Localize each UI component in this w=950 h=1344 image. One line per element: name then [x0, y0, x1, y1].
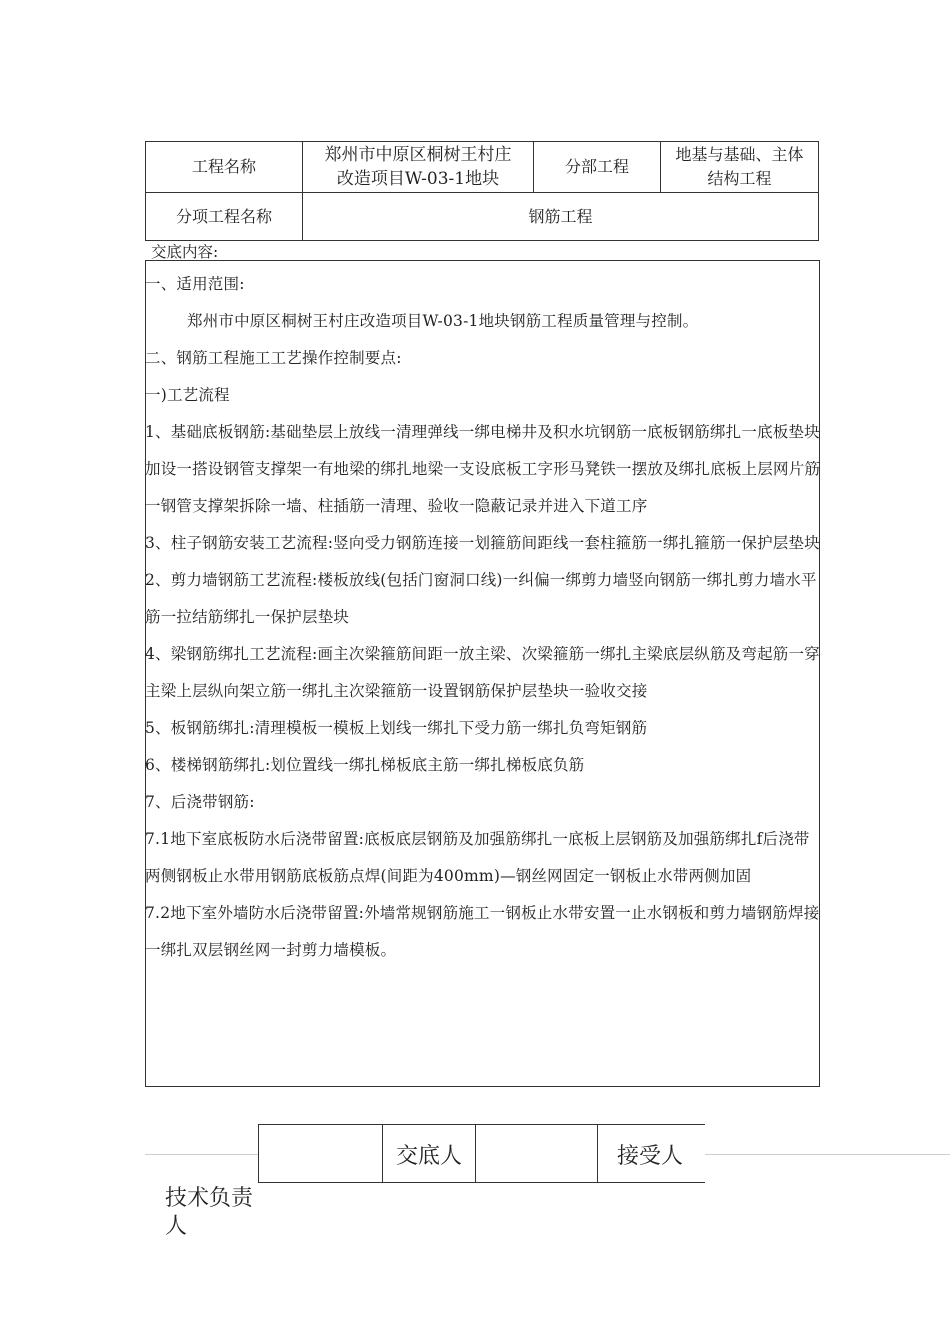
section-heading: 二、钢筋工程施工工艺操作控制要点: [145, 349, 402, 367]
process-item: 3、柱子钢筋安装工艺流程:竖向受力钢筋连接一划箍筋间距线一套柱箍筋一绑扎箍筋一保护层垫块 [145, 534, 820, 552]
subitem-value: 钢筋工程 [528, 206, 593, 226]
process-item: 2、剪力墙钢筋工艺流程:楼板放线(包括门窗洞口线)一纠偏一绑剪力墙竖向钢筋一绑扎剪力墙水平筋一拉结筋绑扎一保护层垫块 [145, 571, 817, 626]
process-item: 1、基础底板钢筋:基础垫层上放线一清理弹线一绑电梯井及积水坑钢筋一底板钢筋绑扎一底板垫块加设一搭设钢管支撑架一有地梁的绑扎地梁一支设底板工字形马凳铁一摆放及绑扎底板上层网片筋一钢管支撑架拆除一墙、柱插筋一清理、验收一隐蔽记录并进入下道工序 [145, 423, 821, 515]
signature-border-top [258, 1124, 705, 1125]
subsection-heading: 一)工艺流程 [145, 386, 230, 404]
discloser-label: 交底人 [396, 1144, 463, 1169]
content-label: 交底内容: [151, 243, 219, 261]
signature-rule-right [705, 1154, 950, 1155]
process-item: 7.1地下室底板防水后浇带留置:底板底层钢筋及加强筋绑扎一底板上层钢筋及加强筋绑扎f后浇带两侧钢板止水带用钢筋底板筋点焊(间距为400mm)—钢丝网固定一钢板止水带两侧加固 [145, 830, 810, 885]
signature-rule-left [145, 1154, 258, 1155]
table-border-right [818, 141, 819, 241]
signature-border-bottom [258, 1182, 705, 1183]
division-label: 分部工程 [564, 157, 629, 176]
signature-divider-3 [475, 1124, 476, 1182]
table-border-bottom [145, 240, 819, 241]
signature-divider-2 [382, 1124, 383, 1182]
process-item: 7.2地下室外墙防水后浇带留置:外墙常规钢筋施工一钢板止水带安置一止水钢板和剪力墙钢筋焊接一绑扎双层钢丝网一封剪力墙模板。 [145, 904, 820, 959]
content-body [145, 266, 821, 969]
scope-text: 郑州市中原区桐树王村庄改造项目W-03-1地块钢筋工程质量管理与控制。 [187, 312, 699, 330]
signature-divider-1 [258, 1124, 259, 1182]
tech-lead-label: 技术负责人 [165, 1186, 254, 1239]
section-heading: 一、适用范围: [145, 275, 245, 293]
project-name-value: 郑州市中原区桐树王村庄 改造项目W-03-1地块 [324, 145, 512, 189]
project-name-label: 工程名称 [191, 157, 256, 176]
receiver-label: 接受人 [617, 1144, 684, 1169]
process-item: 7、后浇带钢筋: [145, 793, 255, 811]
process-item: 4、梁钢筋绑扎工艺流程:画主次梁箍筋间距一放主梁、次梁箍筋一绑扎主梁底层纵筋及弯起筋一穿主梁上层纵向架立筋一绑扎主次梁箍筋一设置钢筋保护层垫块一验收交接 [145, 645, 820, 700]
subitem-label: 分项工程名称 [175, 206, 272, 226]
division-value: 地基与基础、主体 结构工程 [675, 145, 804, 188]
signature-divider-4 [597, 1124, 598, 1182]
process-item: 6、楼梯钢筋绑扎:划位置线一绑扎梯板底主筋一绑扎梯板底负筋 [145, 756, 585, 774]
process-item: 5、板钢筋绑扎:清理模板一模板上划线一绑扎下受力筋一绑扎负弯矩钢筋 [145, 719, 648, 737]
